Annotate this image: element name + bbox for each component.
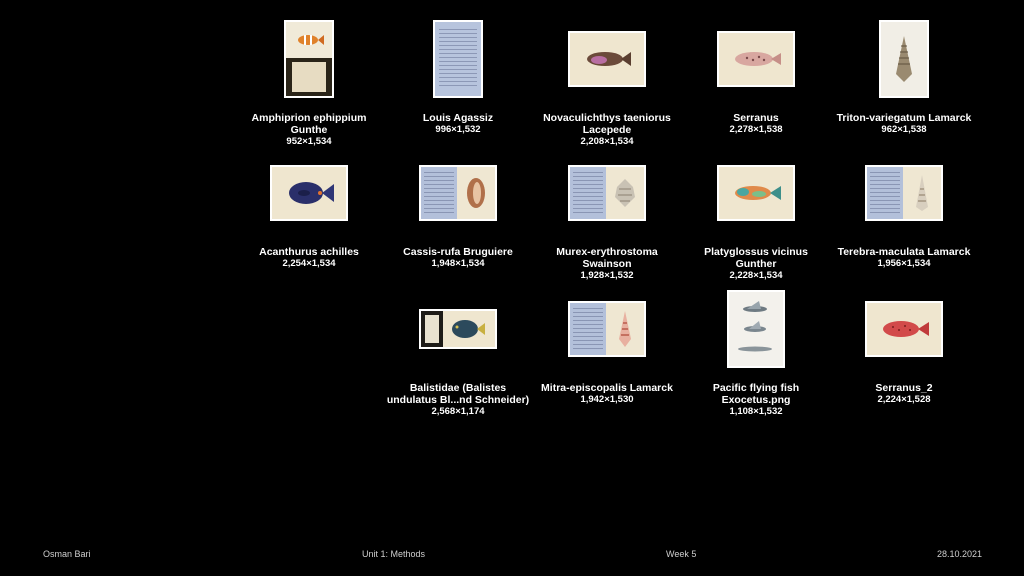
thumbnail-frame bbox=[681, 288, 831, 370]
thumbnail-image[interactable] bbox=[284, 20, 334, 98]
file-item[interactable] bbox=[234, 18, 384, 148]
fish-thumbnail-icon bbox=[294, 32, 324, 48]
file-item[interactable] bbox=[383, 288, 533, 418]
file-name: Balistidae (Balistes undulatus Bl...nd Schneider) bbox=[386, 382, 530, 406]
file-name: Platyglossus vicinus Gunther bbox=[704, 246, 808, 270]
file-item[interactable] bbox=[681, 288, 831, 418]
shell-thumbnail-icon bbox=[892, 34, 916, 84]
fish-thumbnail-icon bbox=[877, 316, 931, 342]
file-item[interactable] bbox=[383, 152, 533, 270]
file-item[interactable] bbox=[532, 288, 682, 406]
file-name: Amphiprion ephippium Gunthe bbox=[251, 112, 367, 136]
thumbnail-image[interactable] bbox=[568, 165, 646, 221]
file-name: Mitra-episcopalis Lamarck bbox=[541, 382, 673, 394]
file-item[interactable] bbox=[234, 152, 384, 270]
thumbnail-image[interactable] bbox=[865, 165, 943, 221]
file-name: Acanthurus achilles bbox=[259, 246, 359, 258]
thumbnail-frame bbox=[829, 18, 979, 100]
thumbnail-frame bbox=[829, 288, 979, 370]
file-name: Pacific flying fish Exocetus.png bbox=[712, 382, 800, 406]
footer-unit: Unit 1: Methods bbox=[362, 549, 426, 559]
fish-thumbnail-icon bbox=[729, 181, 783, 205]
thumbnail-image[interactable] bbox=[568, 301, 646, 357]
file-name: Serranus_2 bbox=[875, 382, 933, 394]
file-name: Terebra-maculata Lamarck bbox=[837, 246, 971, 258]
thumbnail-image[interactable] bbox=[419, 309, 497, 349]
footer-author: Osman Bari bbox=[43, 549, 91, 559]
fish-thumbnail-icon bbox=[581, 47, 633, 71]
file-dimensions: 2,568×1,174 bbox=[431, 406, 485, 417]
file-dimensions: 2,254×1,534 bbox=[282, 258, 336, 269]
thumbnail-frame bbox=[532, 288, 682, 370]
file-dimensions: 2,278×1,538 bbox=[729, 124, 783, 135]
file-dimensions: 2,228×1,534 bbox=[729, 270, 783, 281]
fish-thumbnail-icon bbox=[733, 297, 779, 361]
thumbnail-image[interactable] bbox=[270, 165, 348, 221]
file-name: Serranus bbox=[733, 112, 779, 124]
file-item[interactable] bbox=[829, 152, 979, 270]
thumbnail-image[interactable] bbox=[717, 165, 795, 221]
file-name: Triton-variegatum Lamarck bbox=[836, 112, 972, 124]
fish-thumbnail-icon bbox=[447, 318, 487, 340]
file-item[interactable] bbox=[829, 288, 979, 406]
shell-thumbnail-icon bbox=[613, 177, 637, 209]
thumbnail-frame bbox=[532, 152, 682, 234]
file-name: Novaculichthys taeniorus Lacepede bbox=[543, 112, 671, 136]
file-dimensions: 1,948×1,534 bbox=[431, 258, 485, 269]
file-name: Cassis-rufa Bruguiere bbox=[403, 246, 513, 258]
file-dimensions: 1,928×1,532 bbox=[580, 270, 634, 281]
thumbnail-frame bbox=[383, 18, 533, 100]
thumbnail-frame bbox=[532, 18, 682, 100]
thumbnail-image[interactable] bbox=[568, 31, 646, 87]
thumbnail-image[interactable] bbox=[717, 31, 795, 87]
file-dimensions: 2,208×1,534 bbox=[580, 136, 634, 147]
thumbnail-frame bbox=[383, 152, 533, 234]
file-dimensions: 1,956×1,534 bbox=[877, 258, 931, 269]
thumbnail-image[interactable] bbox=[879, 20, 929, 98]
file-dimensions: 1,942×1,530 bbox=[580, 394, 634, 405]
thumbnail-frame bbox=[681, 18, 831, 100]
file-dimensions: 2,224×1,528 bbox=[877, 394, 931, 405]
thumbnail-frame bbox=[383, 288, 533, 370]
thumbnail-frame bbox=[234, 152, 384, 234]
fish-thumbnail-icon bbox=[282, 178, 336, 208]
thumbnail-image[interactable] bbox=[433, 20, 483, 98]
file-name: Murex-erythrostoma Swainson bbox=[556, 246, 658, 270]
thumbnail-image[interactable] bbox=[419, 165, 497, 221]
footer-week: Week 5 bbox=[666, 549, 697, 559]
file-item[interactable] bbox=[829, 18, 979, 136]
fish-thumbnail-icon bbox=[729, 48, 783, 70]
thumbnail-frame bbox=[829, 152, 979, 234]
file-item[interactable] bbox=[383, 18, 533, 136]
thumbnail-image[interactable] bbox=[727, 290, 785, 368]
file-item[interactable] bbox=[681, 152, 831, 282]
shell-thumbnail-icon bbox=[914, 173, 930, 213]
file-dimensions: 952×1,534 bbox=[286, 136, 332, 147]
footer-date: 28.10.2021 bbox=[937, 549, 983, 559]
thumbnail-frame bbox=[681, 152, 831, 234]
file-item[interactable] bbox=[532, 152, 682, 282]
thumbnail-image[interactable] bbox=[865, 301, 943, 357]
file-dimensions: 996×1,532 bbox=[435, 124, 481, 135]
file-name: Louis Agassiz bbox=[422, 112, 494, 124]
file-item[interactable] bbox=[532, 18, 682, 148]
file-dimensions: 1,108×1,532 bbox=[729, 406, 783, 417]
file-dimensions: 962×1,538 bbox=[881, 124, 927, 135]
shell-thumbnail-icon bbox=[617, 309, 633, 349]
thumbnail-frame bbox=[234, 18, 384, 100]
file-item[interactable] bbox=[681, 18, 831, 136]
shell-thumbnail-icon bbox=[465, 175, 487, 211]
